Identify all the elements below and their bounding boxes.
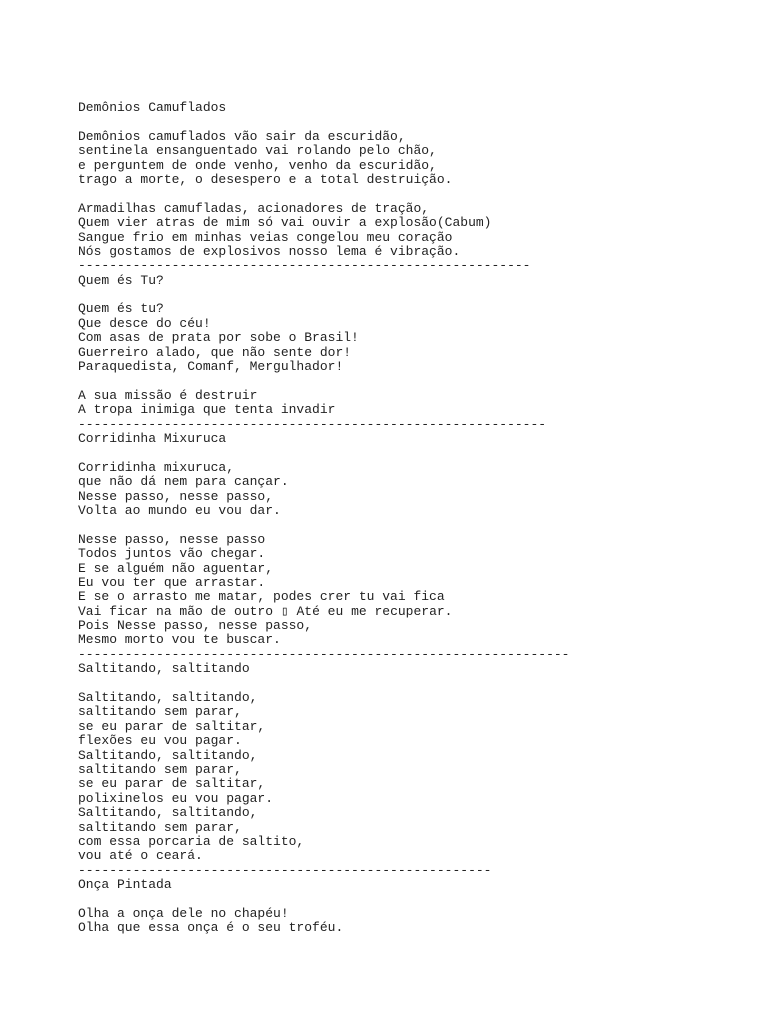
text-line: polixinelos eu vou pagar. bbox=[78, 790, 274, 806]
text-line: Corridinha Mixuruca bbox=[78, 430, 227, 446]
text-line: flexões eu vou pagar. bbox=[78, 733, 242, 749]
text-line: Olha que essa onça é o seu troféu. bbox=[78, 920, 344, 936]
text-line: que não dá nem para cançar. bbox=[78, 474, 289, 490]
text-line: E se o arrasto me matar, podes crer tu vai fica bbox=[78, 589, 445, 605]
blank-line bbox=[78, 187, 758, 201]
text-line: se eu parar de saltitar, bbox=[78, 776, 266, 792]
text-line: Nós gostamos de explosivos nosso lema é vibração. bbox=[78, 243, 461, 259]
text-line: Nesse passo, nesse passo bbox=[78, 531, 266, 547]
document-text bbox=[78, 101, 758, 936]
text-line: Saltitando, saltitando bbox=[78, 661, 250, 677]
text-line: Vai ficar na mão de outro ▯ Até eu me recuperar. bbox=[78, 603, 453, 619]
text-line: Armadilhas camufladas, acionadores de tração, bbox=[78, 200, 430, 216]
text-line: Guerreiro alado, que não sente dor! bbox=[78, 344, 352, 360]
text-line: Todos juntos vão chegar. bbox=[78, 546, 266, 562]
text-line: Eu vou ter que arrastar. bbox=[78, 574, 266, 590]
text-line: saltitando sem parar, bbox=[78, 819, 242, 835]
blank-line bbox=[78, 446, 758, 460]
blank-line bbox=[78, 374, 758, 388]
text-line: sentinela ensanguentado vai rolando pelo chão, bbox=[78, 143, 437, 159]
text-line: Saltitando, saltitando, bbox=[78, 747, 258, 763]
blank-line bbox=[78, 288, 758, 302]
text-line: Paraquedista, Comanf, Mergulhador! bbox=[78, 359, 344, 375]
text-line: saltitando sem parar, bbox=[78, 761, 242, 777]
text-line: trago a morte, o desespero e a total destruição. bbox=[78, 171, 453, 187]
text-line: Olha a onça dele no chapéu! bbox=[78, 905, 289, 921]
section-divider: ---------------------------------------------------------- bbox=[78, 258, 531, 274]
text-line: Corridinha mixuruca, bbox=[78, 459, 235, 475]
blank-line bbox=[78, 518, 758, 532]
blank-line bbox=[78, 677, 758, 691]
text-line: saltitando sem parar, bbox=[78, 704, 242, 720]
text-line: Quem vier atras de mim só vai ouvir a explosão(Cabum) bbox=[78, 215, 492, 231]
section-divider: ----------------------------------------------------- bbox=[78, 862, 492, 878]
text-line: A sua missão é destruir bbox=[78, 387, 258, 403]
text-line: Sangue frio em minhas veias congelou meu coração bbox=[78, 229, 453, 245]
text-line: com essa porcaria de saltito, bbox=[78, 833, 305, 849]
text-line: Demônios camuflados vão sair da escuridão, bbox=[78, 128, 406, 144]
text-line: A tropa inimiga que tenta invadir bbox=[78, 402, 336, 418]
section-divider: --------------------------------------------------------------- bbox=[78, 646, 570, 662]
section-divider: ------------------------------------------------------------ bbox=[78, 416, 547, 432]
text-line: E se alguém não aguentar, bbox=[78, 560, 274, 576]
blank-line bbox=[78, 892, 758, 906]
text-line: se eu parar de saltitar, bbox=[78, 718, 266, 734]
text-line: Demônios Camuflados bbox=[78, 100, 227, 115]
text-line: Quem és tu? bbox=[78, 301, 164, 317]
text-line: Saltitando, saltitando, bbox=[78, 690, 258, 706]
text-line: Que desce do céu! bbox=[78, 315, 211, 331]
text-line: Onça Pintada bbox=[78, 877, 172, 893]
text-line: Com asas de prata por sobe o Brasil! bbox=[78, 330, 359, 346]
text-line: Pois Nesse passo, nesse passo, bbox=[78, 618, 313, 634]
text-line: Saltitando, saltitando, bbox=[78, 805, 258, 821]
text-line: Nesse passo, nesse passo, bbox=[78, 488, 274, 504]
blank-line bbox=[78, 115, 758, 129]
text-line: vou até o ceará. bbox=[78, 848, 203, 864]
text-line: Volta ao mundo eu vou dar. bbox=[78, 502, 281, 518]
text-line: e perguntem de onde venho, venho da escuridão, bbox=[78, 157, 437, 173]
text-line: Mesmo morto vou te buscar. bbox=[78, 632, 281, 648]
text-line: Quem és Tu? bbox=[78, 272, 164, 288]
